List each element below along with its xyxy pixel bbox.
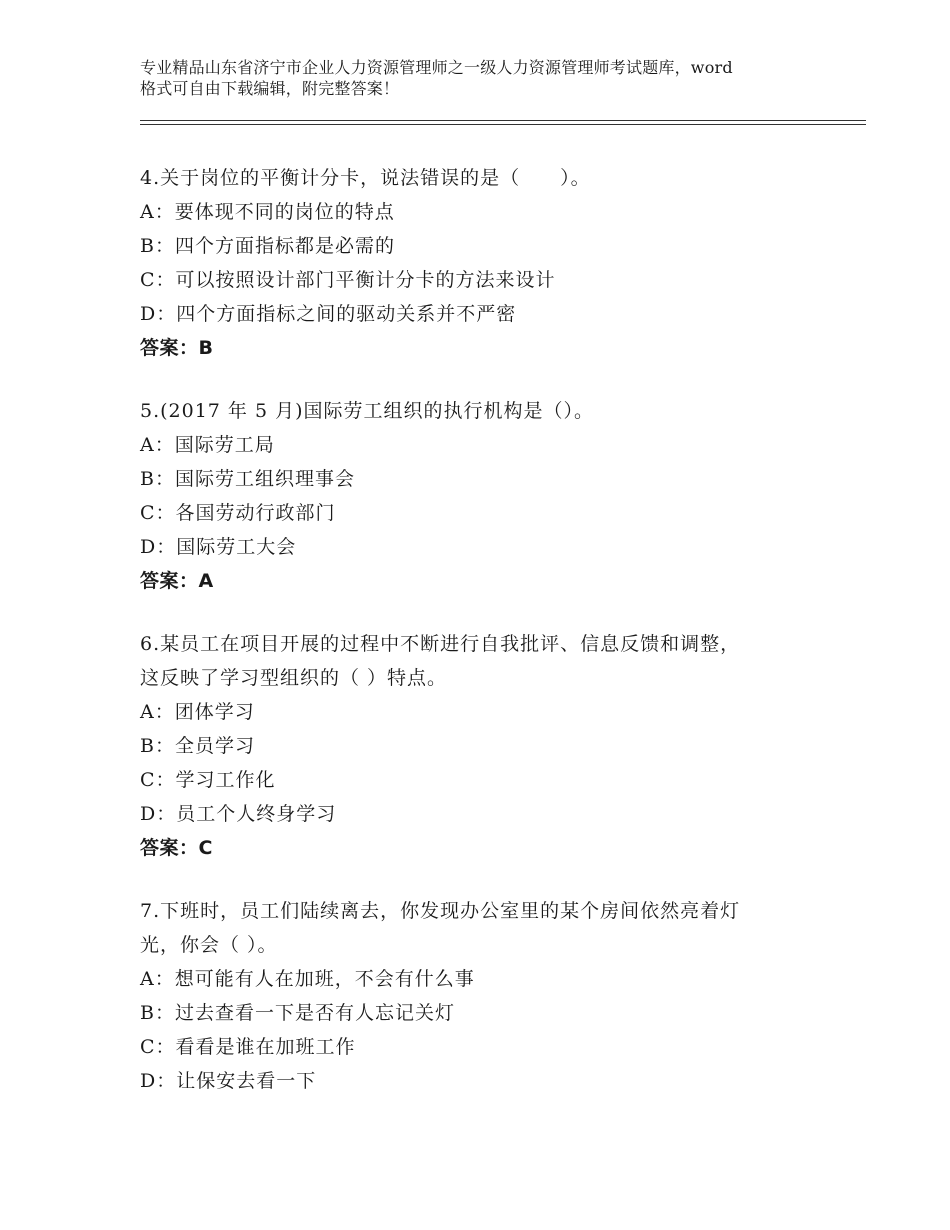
question-7 <box>140 894 840 1098</box>
question-stem-line-1: 6.某员工在项目开展的过程中不断进行自我批评、信息反馈和调整， <box>140 633 741 655</box>
header-divider-bottom <box>140 124 866 125</box>
question-stem: 5.(2017 年 5 月)国际劳工组织的执行机构是（）。 <box>140 400 595 422</box>
answer-label: 答案：A <box>140 570 214 592</box>
question-4 <box>140 161 840 365</box>
option-b: B：四个方面指标都是必需的 <box>140 235 395 257</box>
question-stem-line-2: 光，你会（ ）。 <box>140 934 278 956</box>
header-divider-top <box>140 120 866 121</box>
option-a: A：想可能有人在加班，不会有什么事 <box>140 968 475 990</box>
option-c: C：看看是谁在加班工作 <box>140 1036 356 1058</box>
header-line-2: 格式可自由下载编辑，附完整答案！ <box>140 79 400 98</box>
question-stem: 4.关于岗位的平衡计分卡，说法错误的是（ ）。 <box>140 167 591 189</box>
option-d: D：员工个人终身学习 <box>140 803 337 825</box>
option-b: B：过去查看一下是否有人忘记关灯 <box>140 1002 455 1024</box>
question-list <box>140 161 840 1127</box>
option-b: B：国际劳工组织理事会 <box>140 468 355 490</box>
option-d: D：让保安去看一下 <box>140 1070 317 1092</box>
question-5 <box>140 394 840 598</box>
header-line-1: 专业精品山东省济宁市企业人力资源管理师之一级人力资源管理师考试题库，word <box>140 58 733 77</box>
answer-label: 答案：B <box>140 337 214 359</box>
question-6 <box>140 627 840 865</box>
option-c: C：学习工作化 <box>140 769 276 791</box>
option-c: C：可以按照设计部门平衡计分卡的方法来设计 <box>140 269 556 291</box>
option-b: B：全员学习 <box>140 735 255 757</box>
option-a: A：团体学习 <box>140 701 255 723</box>
option-a: A：要体现不同的岗位的特点 <box>140 201 395 223</box>
question-stem-line-2: 这反映了学习型组织的（ ）特点。 <box>140 667 448 689</box>
option-c: C：各国劳动行政部门 <box>140 502 336 524</box>
option-d: D：四个方面指标之间的驱动关系并不严密 <box>140 303 517 325</box>
question-stem-line-1: 7.下班时，员工们陆续离去，你发现办公室里的某个房间依然亮着灯 <box>140 900 741 922</box>
option-a: A：国际劳工局 <box>140 434 275 456</box>
answer-label: 答案：C <box>140 837 213 859</box>
option-d: D：国际劳工大会 <box>140 536 297 558</box>
document-header <box>140 57 840 99</box>
